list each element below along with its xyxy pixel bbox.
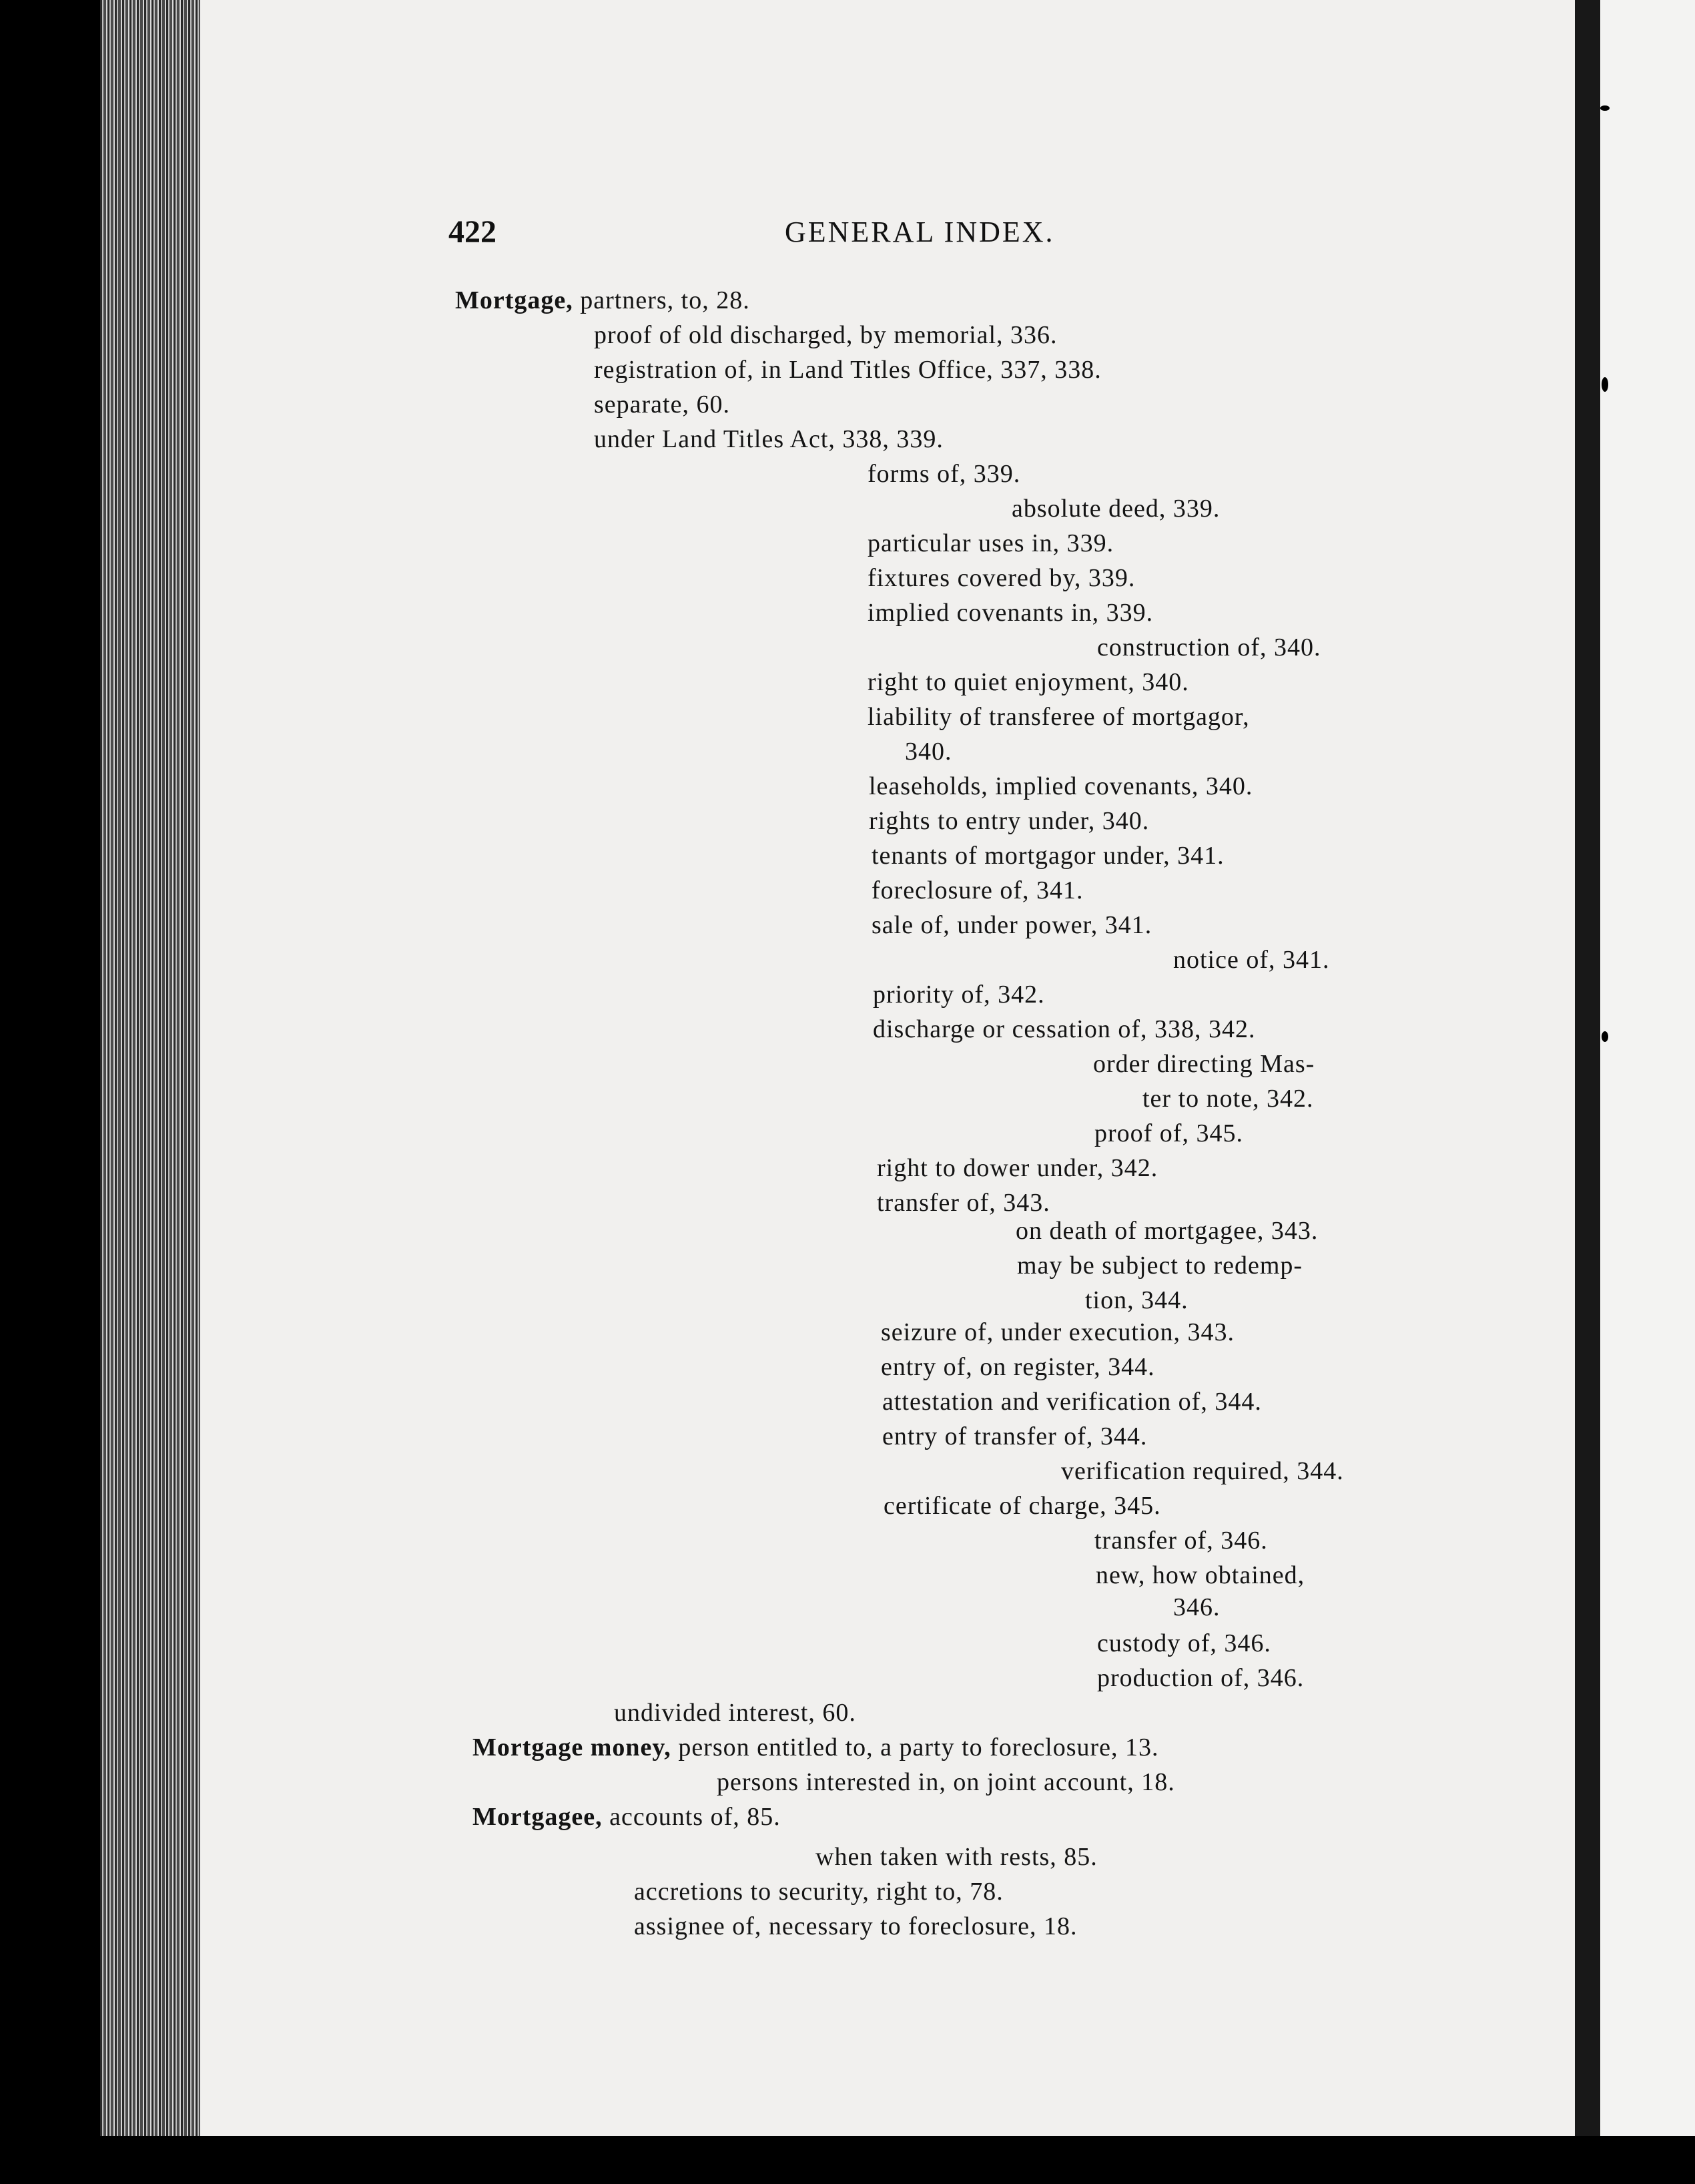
ink-speck — [1602, 1031, 1608, 1042]
index-heading: Mortgagee, — [472, 1803, 603, 1831]
index-entry: tion, 344. — [1085, 1286, 1189, 1314]
index-entry: absolute deed, 339. — [1012, 495, 1221, 523]
index-entry: production of, 346. — [1097, 1664, 1305, 1692]
index-entry: rights to entry under, 340. — [869, 807, 1150, 835]
index-entry: 346. — [1173, 1593, 1221, 1621]
index-entry: transfer of, 346. — [1094, 1527, 1268, 1555]
index-entry: ter to note, 342. — [1142, 1085, 1314, 1113]
index-entry — [455, 283, 750, 318]
index-entry: proof of, 345. — [1094, 1119, 1243, 1147]
facing-page-strip — [1600, 0, 1695, 2136]
index-entry: persons interested in, on joint account, 18. — [717, 1768, 1175, 1796]
index-entry: separate, 60. — [594, 390, 730, 419]
index-entry: right to quiet enjoyment, 340. — [868, 668, 1189, 696]
index-entry: implied covenants in, 339. — [868, 599, 1154, 627]
index-heading: Mortgage money, — [472, 1733, 671, 1761]
index-entry: under Land Titles Act, 338, 339. — [594, 425, 944, 453]
index-entry: leaseholds, implied covenants, 340. — [869, 772, 1253, 800]
index-entry: right to dower under, 342. — [877, 1154, 1158, 1182]
index-entry: undivided interest, 60. — [614, 1699, 856, 1727]
ink-speck — [1600, 105, 1610, 111]
index-entry: fixtures covered by, 339. — [868, 564, 1136, 592]
index-heading: Mortgage, — [455, 286, 573, 314]
index-entry: may be subject to redemp- — [1017, 1252, 1303, 1280]
index-entry: entry of transfer of, 344. — [882, 1422, 1148, 1450]
index-entry: when taken with rests, 85. — [815, 1843, 1098, 1871]
index-entry — [472, 1800, 781, 1834]
index-entry: order directing Mas- — [1093, 1050, 1315, 1078]
bottom-border — [0, 2136, 1695, 2184]
page-number: 422 — [448, 214, 496, 250]
index-entry — [472, 1730, 1159, 1765]
index-entry: transfer of, 343. — [877, 1189, 1050, 1217]
index-entry: registration of, in Land Titles Office, 337, 338. — [594, 356, 1102, 384]
index-entry: notice of, 341. — [1173, 946, 1330, 974]
index-entry: foreclosure of, 341. — [872, 876, 1084, 904]
index-entry: entry of, on register, 344. — [881, 1353, 1155, 1381]
index-entry: construction of, 340. — [1097, 633, 1321, 661]
index-entry: custody of, 346. — [1097, 1629, 1271, 1657]
index-entry: particular uses in, 339. — [868, 529, 1114, 557]
index-entry: tenants of mortgagor under, 341. — [872, 842, 1225, 870]
index-entry: certificate of charge, 345. — [884, 1492, 1161, 1520]
index-entry: new, how obtained, — [1096, 1561, 1305, 1589]
running-header: GENERAL INDEX. — [785, 216, 1055, 248]
index-entry: 340. — [905, 738, 952, 766]
index-entry: attestation and verification of, 344. — [882, 1388, 1262, 1416]
index-entry: on death of mortgagee, 343. — [1016, 1217, 1319, 1245]
index-entry: priority of, 342. — [873, 981, 1045, 1009]
index-entry: proof of old discharged, by memorial, 336. — [594, 321, 1058, 349]
index-entry: assignee of, necessary to foreclosure, 18. — [634, 1912, 1078, 1940]
ink-speck — [1602, 377, 1608, 392]
index-entry: discharge or cessation of, 338, 342. — [873, 1015, 1256, 1043]
index-entry: forms of, 339. — [868, 460, 1021, 488]
gutter-shadow — [1575, 0, 1600, 2136]
index-entry: liability of transferee of mortgagor, — [868, 703, 1250, 731]
index-entry: verification required, 344. — [1061, 1457, 1344, 1485]
index-entry: sale of, under power, 341. — [872, 911, 1152, 939]
index-entry: accretions to security, right to, 78. — [634, 1878, 1004, 1906]
ink-speck — [3, 607, 8, 613]
index-entry-text: accounts of, 85. — [609, 1803, 781, 1831]
index-entry: seizure of, under execution, 343. — [881, 1318, 1235, 1346]
index-entry-text: person entitled to, a party to foreclosure, 13. — [678, 1733, 1159, 1761]
index-entry-text: partners, to, 28. — [580, 286, 750, 314]
page-edges — [100, 0, 207, 2184]
